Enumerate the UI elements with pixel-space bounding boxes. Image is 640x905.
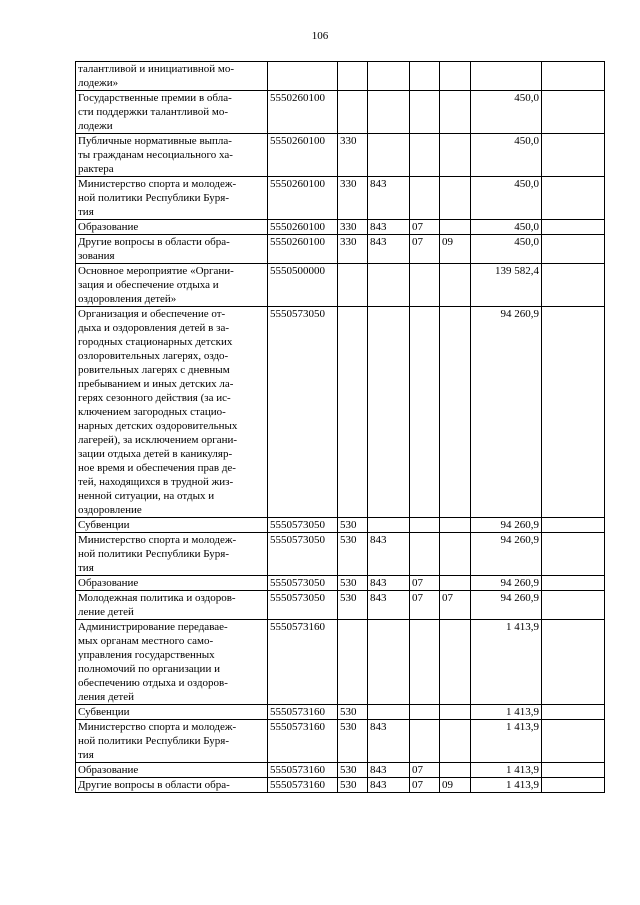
cell-amount: 450,0 (471, 177, 542, 220)
cell-name (76, 177, 268, 220)
cell-name-line: ровительных лагерях с дневным (78, 364, 230, 376)
cell-csr: 5550573050 (268, 307, 338, 518)
cell-extra (542, 576, 605, 591)
cell-name-line: Министерство спорта и молодеж- (78, 178, 237, 190)
table-row (76, 576, 605, 591)
cell-extra (542, 62, 605, 91)
cell-grbs: 843 (368, 720, 410, 763)
table-row (76, 91, 605, 134)
cell-extra (542, 533, 605, 576)
cell-rz (410, 518, 440, 533)
cell-rz (410, 720, 440, 763)
cell-csr: 5550260100 (268, 177, 338, 220)
cell-amount: 1 413,9 (471, 778, 542, 793)
cell-extra (542, 720, 605, 763)
cell-vr: 530 (338, 533, 368, 576)
cell-extra (542, 307, 605, 518)
page-number: 106 (311, 30, 329, 42)
cell-name-line: зации отдыха детей в каникуляр- (78, 448, 233, 460)
cell-amount: 94 260,9 (471, 533, 542, 576)
cell-name-line: талантливой и инициативной мо- (78, 63, 235, 75)
cell-rz: 07 (410, 763, 440, 778)
cell-rz (410, 264, 440, 307)
cell-name-line: озлоровительных лагерях, оздо- (78, 350, 229, 362)
cell-name-line: полномочий по организации и (78, 663, 220, 675)
table-row (76, 620, 605, 705)
cell-name-line: Молодежная политика и оздоров- (78, 592, 236, 604)
cell-name-line: обеспечению отдыха и оздоров- (78, 677, 228, 689)
cell-name-line: Образование (78, 764, 139, 776)
cell-name (76, 134, 268, 177)
table-body (76, 62, 605, 793)
cell-grbs (368, 307, 410, 518)
cell-vr: 330 (338, 177, 368, 220)
table-row (76, 705, 605, 720)
cell-pr (440, 533, 471, 576)
cell-amount: 1 413,9 (471, 763, 542, 778)
cell-vr (338, 264, 368, 307)
cell-pr: 09 (440, 778, 471, 793)
cell-vr: 530 (338, 576, 368, 591)
cell-rz: 07 (410, 235, 440, 264)
cell-csr: 5550260100 (268, 235, 338, 264)
cell-name (76, 778, 268, 793)
cell-pr (440, 620, 471, 705)
cell-amount: 94 260,9 (471, 307, 542, 518)
cell-vr: 530 (338, 778, 368, 793)
cell-grbs (368, 620, 410, 705)
cell-grbs (368, 518, 410, 533)
cell-vr: 530 (338, 705, 368, 720)
cell-amount: 1 413,9 (471, 720, 542, 763)
cell-rz (410, 177, 440, 220)
cell-name (76, 720, 268, 763)
cell-pr (440, 62, 471, 91)
table-row (76, 235, 605, 264)
cell-name-line: тия (78, 562, 94, 574)
cell-vr: 330 (338, 220, 368, 235)
cell-name-line: мых органам местного само- (78, 635, 214, 647)
cell-name-line: Основное мероприятие «Органи- (78, 265, 234, 277)
cell-name-line: тия (78, 749, 94, 761)
cell-rz: 07 (410, 591, 440, 620)
cell-name-line: лодежи (78, 120, 113, 132)
table-row (76, 720, 605, 763)
cell-name (76, 235, 268, 264)
cell-amount: 450,0 (471, 91, 542, 134)
cell-csr: 5550573160 (268, 778, 338, 793)
cell-name-line: городных стационарных детских (78, 336, 233, 348)
table-row (76, 763, 605, 778)
cell-pr (440, 576, 471, 591)
cell-name (76, 533, 268, 576)
cell-extra (542, 705, 605, 720)
cell-csr: 5550260100 (268, 134, 338, 177)
cell-pr (440, 720, 471, 763)
cell-grbs: 843 (368, 235, 410, 264)
cell-grbs: 843 (368, 763, 410, 778)
cell-vr: 330 (338, 235, 368, 264)
cell-grbs: 843 (368, 533, 410, 576)
cell-csr: 5550260100 (268, 91, 338, 134)
cell-name-line: ной политики Республики Буря- (78, 192, 230, 204)
cell-name (76, 220, 268, 235)
cell-pr (440, 177, 471, 220)
cell-name-line: ление детей (78, 606, 134, 618)
cell-amount (471, 62, 542, 91)
cell-name (76, 591, 268, 620)
cell-pr (440, 91, 471, 134)
cell-name-line: герях сезонного действия (за ис- (78, 392, 231, 404)
cell-extra (542, 778, 605, 793)
cell-grbs (368, 62, 410, 91)
cell-name-line: Образование (78, 221, 139, 233)
cell-csr: 5550573050 (268, 576, 338, 591)
cell-pr (440, 763, 471, 778)
cell-rz: 07 (410, 778, 440, 793)
cell-name-line: Министерство спорта и молодеж- (78, 721, 237, 733)
cell-csr: 5550260100 (268, 220, 338, 235)
cell-extra (542, 591, 605, 620)
cell-pr (440, 264, 471, 307)
cell-grbs: 843 (368, 591, 410, 620)
cell-name-line: Организация и обеспечение от- (78, 308, 226, 320)
cell-name (76, 705, 268, 720)
cell-amount: 450,0 (471, 235, 542, 264)
cell-name-line: тей, находящихся в трудной жиз- (78, 476, 234, 488)
cell-vr: 530 (338, 518, 368, 533)
table-row (76, 62, 605, 91)
cell-extra (542, 518, 605, 533)
cell-name-line: сти поддержки талантливой мо- (78, 106, 229, 118)
cell-name-line: ления детей (78, 691, 135, 703)
cell-grbs (368, 705, 410, 720)
cell-rz (410, 705, 440, 720)
cell-name-line: Публичные нормативные выпла- (78, 135, 232, 147)
cell-rz (410, 620, 440, 705)
cell-pr (440, 134, 471, 177)
cell-grbs: 843 (368, 778, 410, 793)
cell-extra (542, 763, 605, 778)
cell-vr (338, 307, 368, 518)
cell-pr (440, 307, 471, 518)
table-row (76, 220, 605, 235)
cell-name (76, 763, 268, 778)
cell-name-line: Министерство спорта и молодеж- (78, 534, 237, 546)
cell-name-line: Государственные премии в обла- (78, 92, 232, 104)
cell-name-line: Другие вопросы в области обра- (78, 236, 230, 248)
cell-amount: 139 582,4 (471, 264, 542, 307)
cell-name-line: оздоровление (78, 504, 142, 516)
table-row (76, 778, 605, 793)
cell-name (76, 307, 268, 518)
cell-name-line: ненной ситуации, на отдых и (78, 490, 215, 502)
cell-grbs: 843 (368, 177, 410, 220)
cell-csr: 5550573160 (268, 620, 338, 705)
budget-table (75, 61, 605, 793)
cell-pr (440, 705, 471, 720)
cell-grbs: 843 (368, 220, 410, 235)
cell-pr (440, 220, 471, 235)
cell-rz (410, 307, 440, 518)
cell-name-line: ключением загородных стацио- (78, 406, 226, 418)
cell-amount: 1 413,9 (471, 620, 542, 705)
cell-extra (542, 235, 605, 264)
cell-grbs (368, 134, 410, 177)
cell-amount: 94 260,9 (471, 591, 542, 620)
cell-vr: 530 (338, 591, 368, 620)
cell-csr: 5550573050 (268, 533, 338, 576)
cell-amount: 94 260,9 (471, 576, 542, 591)
cell-vr: 530 (338, 763, 368, 778)
cell-pr: 07 (440, 591, 471, 620)
cell-grbs: 843 (368, 576, 410, 591)
cell-name-line: рактера (78, 163, 114, 175)
cell-rz (410, 533, 440, 576)
cell-extra (542, 177, 605, 220)
cell-amount: 94 260,9 (471, 518, 542, 533)
cell-name-line: тия (78, 206, 94, 218)
cell-amount: 1 413,9 (471, 705, 542, 720)
cell-csr: 5550573160 (268, 705, 338, 720)
cell-extra (542, 264, 605, 307)
cell-name-line: Администрирование передавае- (78, 621, 228, 633)
cell-rz (410, 91, 440, 134)
cell-name-line: лодежи» (78, 77, 119, 89)
cell-name-line: Субвенции (78, 519, 130, 531)
cell-name-line: управления государственных (78, 649, 215, 661)
cell-rz (410, 134, 440, 177)
cell-amount: 450,0 (471, 220, 542, 235)
cell-name-line: оздоровления детей» (78, 293, 177, 305)
cell-name-line: Субвенции (78, 706, 130, 718)
cell-name-line: ты гражданам несоциального ха- (78, 149, 233, 161)
cell-name-line: ной политики Республики Буря- (78, 548, 230, 560)
cell-rz (410, 62, 440, 91)
cell-name-line: ное время и обеспечения прав де- (78, 462, 236, 474)
cell-name-line: ной политики Республики Буря- (78, 735, 230, 747)
cell-grbs (368, 91, 410, 134)
table-row (76, 591, 605, 620)
cell-name-line: нарных детских оздоровительных (78, 420, 238, 432)
cell-name-line: дыха и оздоровления детей в за- (78, 322, 229, 334)
cell-vr (338, 620, 368, 705)
cell-extra (542, 220, 605, 235)
cell-amount: 450,0 (471, 134, 542, 177)
cell-csr: 5550573050 (268, 591, 338, 620)
cell-name-line: лагерей), за исключением органи- (78, 434, 238, 446)
cell-vr: 330 (338, 134, 368, 177)
cell-vr (338, 91, 368, 134)
cell-rz: 07 (410, 576, 440, 591)
cell-name (76, 620, 268, 705)
cell-csr: 5550500000 (268, 264, 338, 307)
table-row (76, 134, 605, 177)
cell-name (76, 518, 268, 533)
cell-pr (440, 518, 471, 533)
cell-name-line: пребыванием и иных детских ла- (78, 378, 234, 390)
cell-vr: 530 (338, 720, 368, 763)
cell-name-line: Образование (78, 577, 139, 589)
cell-rz: 07 (410, 220, 440, 235)
table-row (76, 307, 605, 518)
cell-vr (338, 62, 368, 91)
cell-name (76, 91, 268, 134)
cell-extra (542, 134, 605, 177)
cell-name-line: зования (78, 250, 115, 262)
table-row (76, 518, 605, 533)
table-row (76, 264, 605, 307)
cell-name (76, 576, 268, 591)
cell-pr: 09 (440, 235, 471, 264)
cell-csr: 5550573160 (268, 720, 338, 763)
cell-csr: 5550573160 (268, 763, 338, 778)
cell-name-line: Другие вопросы в области обра- (78, 779, 230, 791)
cell-name (76, 62, 268, 91)
table-row (76, 533, 605, 576)
cell-name-line: зация и обеспечение отдыха и (78, 279, 219, 291)
cell-grbs (368, 264, 410, 307)
cell-extra (542, 91, 605, 134)
table-row (76, 177, 605, 220)
cell-name (76, 264, 268, 307)
cell-csr: 5550573050 (268, 518, 338, 533)
cell-extra (542, 620, 605, 705)
cell-csr (268, 62, 338, 91)
